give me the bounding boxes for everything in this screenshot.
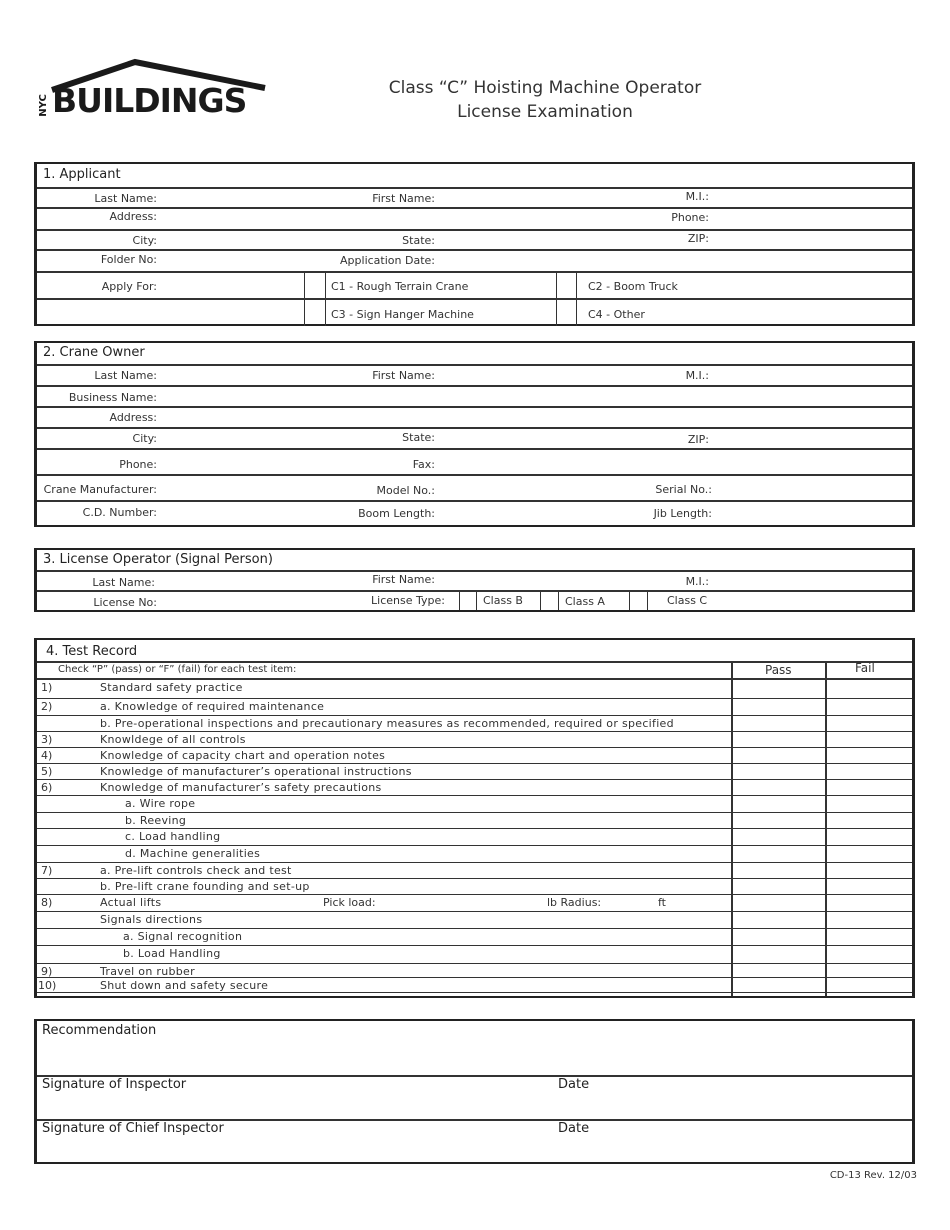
fail-checkbox[interactable]	[827, 946, 913, 963]
test-item-number: 6)	[41, 781, 53, 794]
test-item-text: Knowldege of all controls	[100, 733, 246, 746]
fail-checkbox[interactable]	[827, 895, 913, 911]
business-name-label: Business Name:	[68, 391, 157, 404]
test-item-row	[37, 946, 912, 964]
owner-last-name-label: Last Name:	[94, 369, 157, 382]
test-item-text: Knowledge of manufacturer’s safety precautions	[100, 781, 382, 794]
owner-city-label: City:	[132, 432, 157, 445]
option-c2[interactable]: C2 - Boom Truck	[588, 280, 678, 293]
test-item-text: a. Pre-lift controls check and test	[100, 864, 292, 877]
inspector-signature-row	[37, 1077, 912, 1121]
phone-label: Phone:	[671, 211, 709, 224]
fail-checkbox[interactable]	[827, 863, 913, 878]
ft-label: ft	[658, 896, 666, 909]
test-item-row	[37, 912, 912, 929]
license-type-label: License Type:	[371, 594, 445, 607]
chief-signature-row	[37, 1121, 912, 1162]
pass-checkbox[interactable]	[733, 680, 825, 698]
crane-manufacturer-label: Crane Manufacturer:	[43, 483, 157, 496]
city-label: City:	[132, 234, 157, 247]
chief-date-label: Date	[558, 1121, 590, 1136]
fail-checkbox[interactable]	[827, 964, 913, 977]
test-item-text: Travel on rubber	[100, 965, 195, 978]
title-line-2: License Examination	[457, 102, 633, 122]
fail-checkbox[interactable]	[827, 813, 913, 828]
test-item-text: Signals directions	[100, 913, 203, 926]
pass-checkbox[interactable]	[733, 863, 825, 878]
fail-checkbox[interactable]	[827, 829, 913, 845]
test-item-number: 3)	[41, 733, 53, 746]
test-item-number: 9)	[41, 965, 53, 978]
inspector-date-label: Date	[558, 1077, 590, 1092]
test-item-number: 4)	[41, 749, 53, 762]
pass-checkbox[interactable]	[733, 829, 825, 845]
test-item-text: Knowledge of capacity chart and operation notes	[100, 749, 386, 762]
last-name-label: Last Name:	[94, 192, 157, 205]
pass-header: Pass	[765, 663, 792, 677]
test-item-row	[37, 680, 912, 699]
test-record-section	[34, 638, 915, 998]
applicant-address-row	[37, 209, 912, 231]
class-c-option[interactable]: Class C	[667, 594, 708, 607]
test-item-text: Standard safety practice	[100, 681, 243, 694]
license-no-label: License No:	[93, 596, 157, 609]
fail-checkbox[interactable]	[827, 780, 913, 795]
recommendation-label: Recommendation	[42, 1023, 157, 1038]
fail-checkbox[interactable]	[827, 699, 913, 715]
recommendation-row	[37, 1021, 912, 1077]
test-item-row	[37, 748, 912, 764]
test-item-number: 2)	[41, 700, 53, 713]
pass-checkbox[interactable]	[733, 946, 825, 963]
page-title	[330, 76, 760, 124]
apply-for-row-2	[37, 300, 912, 326]
test-item-row	[37, 716, 912, 732]
test-item-row	[37, 863, 912, 879]
test-item-row	[37, 796, 912, 813]
state-label: State:	[402, 234, 435, 247]
fail-checkbox[interactable]	[827, 846, 913, 862]
pass-checkbox[interactable]	[733, 732, 825, 747]
test-item-row	[37, 895, 912, 912]
form-code: CD-13 Rev. 12/03	[829, 1170, 917, 1181]
zip-label: ZIP:	[687, 232, 709, 245]
owner-state-label: State:	[402, 431, 435, 444]
owner-cd-row	[37, 502, 912, 525]
operator-title: 3. License Operator (Signal Person)	[43, 552, 273, 567]
fail-checkbox[interactable]	[827, 764, 913, 779]
fail-checkbox[interactable]	[827, 929, 913, 945]
test-item-text: b. Pre-lift crane founding and set-up	[100, 880, 310, 893]
pass-checkbox[interactable]	[733, 978, 825, 992]
pass-checkbox[interactable]	[733, 879, 825, 894]
test-item-text: a. Signal recognition	[123, 930, 243, 943]
class-b-option[interactable]: Class B	[483, 594, 523, 607]
operator-name-row	[37, 572, 912, 592]
owner-address-row	[37, 408, 912, 429]
model-no-label: Model No.:	[376, 484, 435, 497]
inspector-signature-label: Signature of Inspector	[42, 1077, 187, 1092]
pass-checkbox[interactable]	[733, 716, 825, 731]
application-date-label: Application Date:	[340, 254, 435, 267]
pass-checkbox[interactable]	[733, 780, 825, 795]
test-item-row	[37, 929, 912, 946]
test-item-text: b. Load Handling	[123, 947, 221, 960]
owner-manufacturer-row	[37, 476, 912, 502]
fail-checkbox[interactable]	[827, 680, 913, 698]
chief-signature-label: Signature of Chief Inspector	[42, 1121, 224, 1136]
owner-address-label: Address:	[109, 411, 157, 424]
pass-checkbox[interactable]	[733, 929, 825, 945]
owner-zip-label: ZIP:	[687, 433, 709, 446]
test-record-title: 4. Test Record	[46, 644, 138, 659]
test-item-row	[37, 978, 912, 993]
radius-label: lb Radius:	[547, 896, 602, 909]
test-item-text: b. Pre-operational inspections and precautionary measures as recommended, required or specified	[100, 717, 674, 730]
pass-checkbox[interactable]	[733, 748, 825, 763]
fail-checkbox[interactable]	[827, 732, 913, 747]
test-item-text: b. Reeving	[125, 814, 187, 827]
fail-header: Fail	[855, 661, 875, 675]
owner-name-row	[37, 366, 912, 387]
pass-checkbox[interactable]	[733, 699, 825, 715]
pass-checkbox[interactable]	[733, 964, 825, 977]
apply-for-row-1	[37, 273, 912, 300]
test-item-text: Knowledge of manufacturer’s operational instructions	[100, 765, 412, 778]
fail-checkbox[interactable]	[827, 912, 913, 928]
pass-checkbox[interactable]	[733, 764, 825, 779]
option-c1[interactable]: C1 - Rough Terrain Crane	[331, 280, 469, 293]
fail-checkbox[interactable]	[827, 796, 913, 812]
test-item-row	[37, 780, 912, 796]
nyc-buildings-logo	[37, 58, 270, 122]
mi-label: M.I.:	[685, 190, 709, 203]
jib-length-label: Jib Length:	[653, 507, 712, 520]
pick-load-label: Pick load:	[323, 896, 376, 909]
test-item-number: 1)	[41, 681, 53, 694]
owner-phone-label: Phone:	[119, 458, 157, 471]
owner-phone-row	[37, 450, 912, 476]
license-operator-section	[34, 548, 915, 612]
operator-last-name-label: Last Name:	[92, 576, 155, 589]
test-item-row	[37, 764, 912, 780]
owner-title: 2. Crane Owner	[43, 345, 145, 360]
test-item-text: c. Load handling	[125, 830, 221, 843]
test-item-row	[37, 699, 912, 716]
test-items	[37, 680, 912, 993]
test-item-number: 7)	[41, 864, 53, 877]
test-item-text: a. Wire rope	[125, 797, 196, 810]
test-item-row	[37, 879, 912, 895]
test-item-row	[37, 732, 912, 748]
test-item-text: a. Knowledge of required maintenance	[100, 700, 325, 713]
option-c3[interactable]: C3 - Sign Hanger Machine	[331, 308, 474, 321]
crane-owner-section	[34, 341, 915, 527]
operator-first-name-label: First Name:	[372, 573, 435, 586]
test-item-row	[37, 813, 912, 829]
owner-fax-label: Fax:	[412, 458, 435, 471]
logo-prefix: NYC	[37, 94, 49, 117]
owner-first-name-label: First Name:	[372, 369, 435, 382]
logo-text: BUILDINGS	[52, 81, 247, 120]
signature-section	[34, 1019, 915, 1164]
owner-mi-label: M.I.:	[685, 369, 709, 382]
pass-checkbox[interactable]	[733, 912, 825, 928]
test-record-header	[37, 663, 912, 680]
fail-checkbox[interactable]	[827, 716, 913, 731]
apply-for-label: Apply For:	[101, 280, 157, 293]
owner-city-row	[37, 429, 912, 450]
test-item-text: d. Machine generalities	[125, 847, 261, 860]
pass-checkbox[interactable]	[733, 846, 825, 862]
fail-checkbox[interactable]	[827, 978, 913, 992]
test-item-number: 5)	[41, 765, 53, 778]
test-item-row	[37, 829, 912, 846]
applicant-city-row	[37, 231, 912, 251]
pass-checkbox[interactable]	[733, 895, 825, 911]
address-label: Address:	[109, 210, 157, 223]
test-item-text: Actual lifts	[100, 896, 162, 909]
fail-checkbox[interactable]	[827, 748, 913, 763]
serial-no-label: Serial No.:	[655, 483, 712, 496]
test-instruction: Check “P” (pass) or “F” (fail) for each test item:	[58, 664, 297, 675]
option-c4[interactable]: C4 - Other	[588, 308, 645, 321]
operator-mi-label: M.I.:	[685, 575, 709, 588]
folder-no-label: Folder No:	[100, 253, 157, 266]
applicant-folder-row	[37, 251, 912, 273]
cd-number-label: C.D. Number:	[82, 506, 157, 519]
first-name-label: First Name:	[372, 192, 435, 205]
test-item-text: Shut down and safety secure	[100, 979, 269, 992]
owner-business-row	[37, 387, 912, 408]
test-item-number: 10)	[38, 979, 57, 992]
test-item-number: 8)	[41, 896, 53, 909]
fail-checkbox[interactable]	[827, 879, 913, 894]
class-a-option[interactable]: Class A	[565, 595, 605, 608]
applicant-section	[34, 162, 915, 326]
operator-license-row	[37, 592, 912, 610]
applicant-name-row	[37, 189, 912, 209]
pass-checkbox[interactable]	[733, 796, 825, 812]
test-item-row	[37, 964, 912, 978]
applicant-title: 1. Applicant	[43, 167, 121, 182]
test-item-row	[37, 846, 912, 863]
boom-length-label: Boom Length:	[358, 507, 435, 520]
pass-checkbox[interactable]	[733, 813, 825, 828]
title-line-1: Class “C” Hoisting Machine Operator	[388, 78, 702, 98]
